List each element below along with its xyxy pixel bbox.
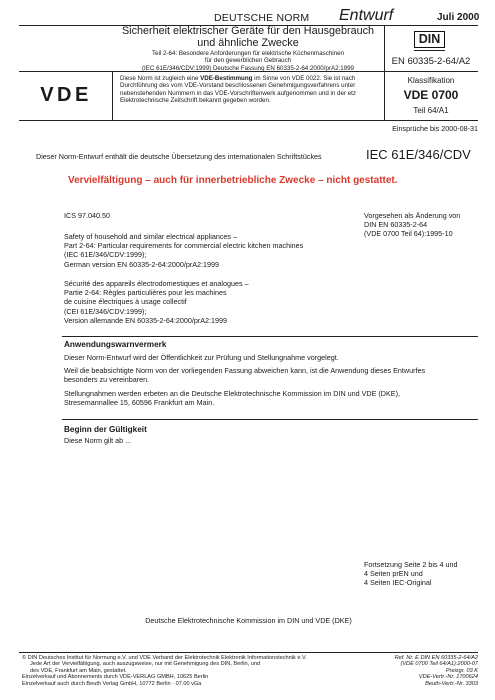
vde-notice: [120, 75, 382, 104]
continuation-line-2: 4 Seiten prEN und: [364, 569, 423, 579]
footer-right-line-4: VDE-Vertr.-Nr. 1700624: [418, 674, 478, 681]
footer-right-line-3: Preisgr. 03 K: [445, 667, 478, 674]
continuation-note: [364, 560, 458, 588]
footer-left-line-1: © DIN Deutsches Institut für Normung e.V. und VDE Verband der Elektrotechnik Elektronik Informationstechnik e.V.: [22, 655, 307, 661]
commission-name: Deutsche Elektrotechnische Kommission im DIN und VDE (DKE): [145, 616, 352, 625]
footer-right-line-2: (VDE 0700 Teil 64/A1):2000-07: [400, 661, 478, 668]
notice-line-1-pre: Diese Norm ist zugleich eine: [120, 75, 201, 82]
vde-logo: VDE: [40, 84, 92, 106]
planned-change-line-1: Vorgesehen als Änderung von: [364, 211, 461, 220]
header-norm-label: DEUTSCHE NORM: [214, 12, 310, 24]
planned-change-line-2: DIN EN 60335-2-64: [364, 220, 428, 230]
classification-label: Klassifikation: [407, 76, 455, 85]
english-title: [64, 232, 303, 269]
continuation-line-3: 4 Seiten IEC-Original: [364, 578, 432, 588]
footer-left-line-5: Einzelverkauf auch durch Beuth Verlag GmbH, 10772 Berlin · 07.00 vGa: [22, 680, 202, 687]
vde-logo-divider: [112, 71, 113, 120]
footer-rule: [19, 652, 478, 653]
french-title-line-4: (CEI 61E/346/CDV:1999);: [64, 306, 147, 316]
footer-right-line-1: Ref. Nr. E DIN EN 60335-2-64/A2: [394, 655, 478, 661]
french-title-line-5: Version allemande EN 60335-2-64:2000/prA2:1999: [64, 315, 228, 325]
warning-para-2-line-1: Weil die beabsichtigte Norm von der vorliegenden Fassung abweichen kann, ist die Anwendung dieses Entwurfes: [64, 366, 426, 376]
planned-change-line-3: (VDE 0700 Teil 64):1995-10: [364, 229, 453, 239]
translation-note: Dieser Norm-Entwurf enthält die deutsche Übersetzung des internationalen Schriftstückes: [36, 152, 322, 161]
english-title-line-3: (IEC 61E/346/CDV:1999);: [64, 250, 147, 260]
din-logo-rule: [414, 50, 445, 51]
warning-section-rule: [62, 336, 478, 337]
warning-para-3-line-2: Stresemannallee 15, 60596 Frankfurt am Main.: [64, 397, 215, 407]
subtitle-line-2: für den gewerblichen Gebrauch: [204, 57, 292, 65]
classification-part: Teil 64/A1: [413, 106, 449, 115]
notice-line-2: Durchführung des vom VDE-Vorstand beschlossenen Genehmigungsverfahrens unter: [120, 82, 356, 90]
din-standard-number: EN 60335-2-64/A2: [391, 56, 471, 67]
english-title-line-1: Safety of household and similar electrical appliances –: [64, 232, 237, 241]
warning-para-3-line-1: Stellungnahmen werden erbeten an die Deutsche Elektrotechnische Kommission im DIN und VDE (DKE),: [64, 388, 400, 398]
footer-left-line-2: Jede Art der Vervielfältigung, auch auszugsweise, nur mit Genehmigung des DIN, Berlin, und: [30, 661, 261, 668]
classification-number: VDE 0700: [403, 88, 459, 102]
validity-heading: Beginn der Gültigkeit: [64, 425, 147, 434]
vde-box-bottom-line: [19, 120, 478, 121]
notice-line-4: Elektrotechnische Zeitschrift bekannt gegeben worden.: [120, 96, 271, 104]
subtitle-line-1: Teil 2-64: Besondere Anforderungen für elektrische Küchenmaschinen: [152, 50, 344, 57]
footer-reference: [395, 655, 478, 687]
english-title-line-4: German version EN 60335-2-64:2000/prA2:1999: [64, 259, 220, 269]
footer-left-line-4: Einzelverkauf und Abonnements durch VDE-VERLAG GMBH, 10625 Berlin: [22, 674, 209, 681]
footer-copyright: [22, 655, 307, 687]
document-title: [112, 26, 384, 49]
ics-code: ICS 97.040.50: [64, 211, 110, 220]
english-title-line-2: Part 2-64: Particular requirements for commercial electric kitchen machines: [64, 241, 304, 251]
notice-line-1-bold: VDE-Bestimmung: [200, 75, 253, 82]
continuation-line-1: Fortsetzung Seite 2 bis 4 und: [364, 560, 458, 569]
warning-para-1: Dieser Norm-Entwurf wird der Öffentlichkeit zur Prüfung und Stellungnahme vorgelegt.: [64, 353, 339, 362]
header-status: Entwurf: [339, 7, 394, 24]
warning-para-2-line-2: besonders zu vereinbaren.: [64, 375, 150, 385]
document-subtitle: [112, 50, 384, 72]
objection-deadline: Einsprüche bis 2000-08-31: [392, 124, 478, 133]
warning-heading: Anwendungswarnvermerk: [64, 340, 167, 349]
french-title-line-1: Sécurité des appareils électrodomestiques et analogues –: [64, 279, 249, 288]
french-title-line-2: Partie 2-64: Règles particulières pour les machines: [64, 288, 227, 298]
notice-line-3: nebenstehenden Nummern in das VDE-Vorschriftenwerk aufgenommen und in der etz: [120, 89, 356, 97]
french-title-line-3: de cuisine électriques à usage collectif: [64, 297, 187, 307]
footer-right-line-5: Beuth-Vertr.-Nr. 3303: [425, 680, 478, 687]
french-title: [64, 279, 249, 325]
title-line-2: und ähnliche Zwecke: [197, 36, 299, 49]
iec-reference: IEC 61E/346/CDV: [366, 147, 471, 162]
notice-line-1-post: im Sinne von VDE 0022. Sie ist nach: [252, 75, 356, 82]
validity-section-rule: [62, 419, 478, 420]
copy-warning: Vervielfältigung – auch für innerbetriebliche Zwecke – nicht gestattet.: [68, 175, 398, 186]
footer-left-line-3: des VDE, Frankfurt am Main, gestattet.: [30, 667, 127, 674]
planned-change: [364, 211, 460, 239]
validity-text: Diese Norm gilt ab ...: [64, 436, 132, 445]
header-date: Juli 2000: [437, 12, 480, 23]
din-logo: DIN: [414, 31, 445, 48]
title-line-1: Sicherheit elektrischer Geräte für den Hausgebrauch: [121, 25, 375, 37]
warning-body: [64, 353, 476, 407]
subtitle-line-3: (IEC 61E/346/CDV:1999) Deutsche Fassung EN 60335-2-64:2000/prA2:1999: [142, 64, 354, 72]
